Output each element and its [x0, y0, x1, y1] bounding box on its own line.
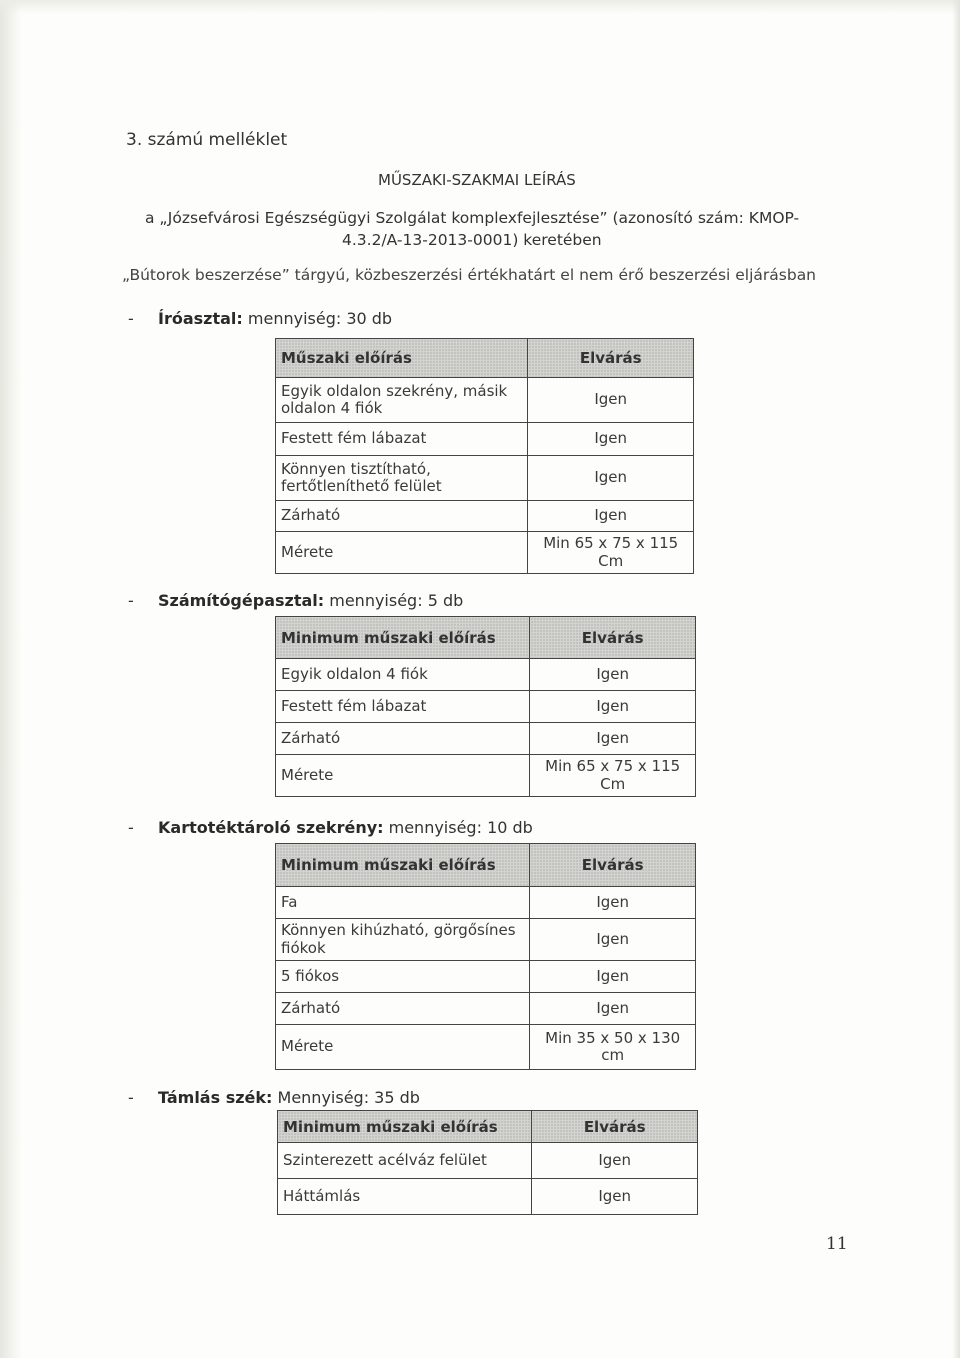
table-header-row [276, 617, 696, 659]
document-title: MŰSZAKI-SZAKMAI LEÍRÁS [378, 171, 576, 189]
annex-label: 3. számú melléklet [126, 130, 288, 150]
procurement-context: „Bútorok beszerzése” tárgyú, közbeszerzési értékhatárt el nem érő beszerzési eljárásban [122, 266, 817, 284]
spec-table-chair [277, 1110, 698, 1215]
expectation-cell: Igen [530, 961, 696, 993]
table-row [276, 456, 694, 501]
expectation-cell: Igen [530, 691, 696, 723]
spec-table-desk [275, 338, 694, 574]
item-quantity: mennyiség: 5 db [329, 591, 464, 610]
requirement-cell: Zárható [276, 501, 528, 532]
table-row [276, 919, 696, 961]
requirement-cell: Könnyen tisztítható, fertőtleníthető felület [276, 456, 528, 501]
section-heading-filing-cabinet [128, 818, 533, 837]
expectation-cell: Igen [530, 659, 696, 691]
expectation-cell: Igen [530, 887, 696, 919]
table-row [276, 887, 696, 919]
list-dash: - [128, 309, 134, 328]
table-row [276, 532, 694, 574]
requirement-cell: Szinterezett acélváz felület [278, 1143, 532, 1179]
table-row [276, 961, 696, 993]
item-quantity: mennyiség: 30 db [247, 309, 393, 328]
list-dash: - [128, 818, 134, 837]
requirement-cell: Könnyen kihúzható, görgősínes fiókok [276, 919, 530, 961]
expectation-cell: Igen [532, 1179, 698, 1215]
expectation-cell: Igen [530, 723, 696, 755]
project-line-1: a „Józsefvárosi Egészségügyi Szolgálat komplexfejlesztése” (azonosító szám: KMOP- [145, 209, 800, 227]
item-name: Számítógépasztal: [158, 591, 325, 610]
expectation-cell: Min 35 x 50 x 130 cm [530, 1025, 696, 1070]
item-name: Kartotéktároló szekrény: [158, 818, 384, 837]
requirement-cell: Mérete [276, 532, 528, 574]
table-row [278, 1143, 698, 1179]
item-quantity: Mennyiség: 35 db [277, 1088, 420, 1107]
column-header-requirement: Minimum műszaki előírás [276, 617, 530, 659]
requirement-cell: Mérete [276, 1025, 530, 1070]
table-row [276, 423, 694, 456]
expectation-cell: Igen [532, 1143, 698, 1179]
table-row [276, 1025, 696, 1070]
expectation-cell: Igen [528, 501, 694, 532]
requirement-cell: 5 fiókos [276, 961, 530, 993]
requirement-cell: Festett fém lábazat [276, 691, 530, 723]
requirement-cell: Fa [276, 887, 530, 919]
section-heading-desk [128, 309, 392, 328]
column-header-expectation: Elvárás [528, 339, 694, 378]
item-quantity: mennyiség: 10 db [388, 818, 533, 837]
requirement-cell: Festett fém lábazat [276, 423, 528, 456]
table-row [276, 501, 694, 532]
list-dash: - [128, 591, 134, 610]
page-number: 11 [826, 1234, 848, 1254]
requirement-cell: Egyik oldalon 4 fiók [276, 659, 530, 691]
expectation-cell: Igen [530, 919, 696, 961]
table-row [276, 691, 696, 723]
requirement-cell: Egyik oldalon szekrény, másik oldalon 4 fiók [276, 378, 528, 423]
column-header-requirement: Minimum műszaki előírás [276, 844, 530, 887]
scan-edge-right [952, 0, 960, 1358]
spec-table-filing-cabinet [275, 843, 696, 1070]
column-header-requirement: Minimum műszaki előírás [278, 1111, 532, 1143]
table-header-row [276, 844, 696, 887]
expectation-cell: Igen [528, 456, 694, 501]
project-line-2: 4.3.2/A-13-2013-0001) keretében [342, 231, 602, 249]
table-row [276, 659, 696, 691]
expectation-cell: Igen [528, 423, 694, 456]
expectation-cell: Igen [530, 993, 696, 1025]
spec-table-computer-desk [275, 616, 696, 797]
item-name: Íróasztal: [158, 309, 243, 328]
section-heading-chair [128, 1088, 420, 1107]
expectation-cell: Min 65 x 75 x 115 Cm [530, 755, 696, 797]
scan-edge-top [0, 0, 960, 14]
section-heading-computer-desk [128, 591, 463, 610]
list-dash: - [128, 1088, 134, 1107]
column-header-requirement: Műszaki előírás [276, 339, 528, 378]
column-header-expectation: Elvárás [532, 1111, 698, 1143]
requirement-cell: Zárható [276, 993, 530, 1025]
table-header-row [276, 339, 694, 378]
table-row [276, 378, 694, 423]
requirement-cell: Zárható [276, 723, 530, 755]
expectation-cell: Min 65 x 75 x 115 Cm [528, 532, 694, 574]
table-row [276, 993, 696, 1025]
requirement-cell: Mérete [276, 755, 530, 797]
column-header-expectation: Elvárás [530, 844, 696, 887]
expectation-cell: Igen [528, 378, 694, 423]
column-header-expectation: Elvárás [530, 617, 696, 659]
table-row [278, 1179, 698, 1215]
table-row [276, 723, 696, 755]
item-name: Támlás szék: [158, 1088, 273, 1107]
table-row [276, 755, 696, 797]
table-header-row [278, 1111, 698, 1143]
scan-edge-left [0, 0, 22, 1358]
requirement-cell: Háttámlás [278, 1179, 532, 1215]
